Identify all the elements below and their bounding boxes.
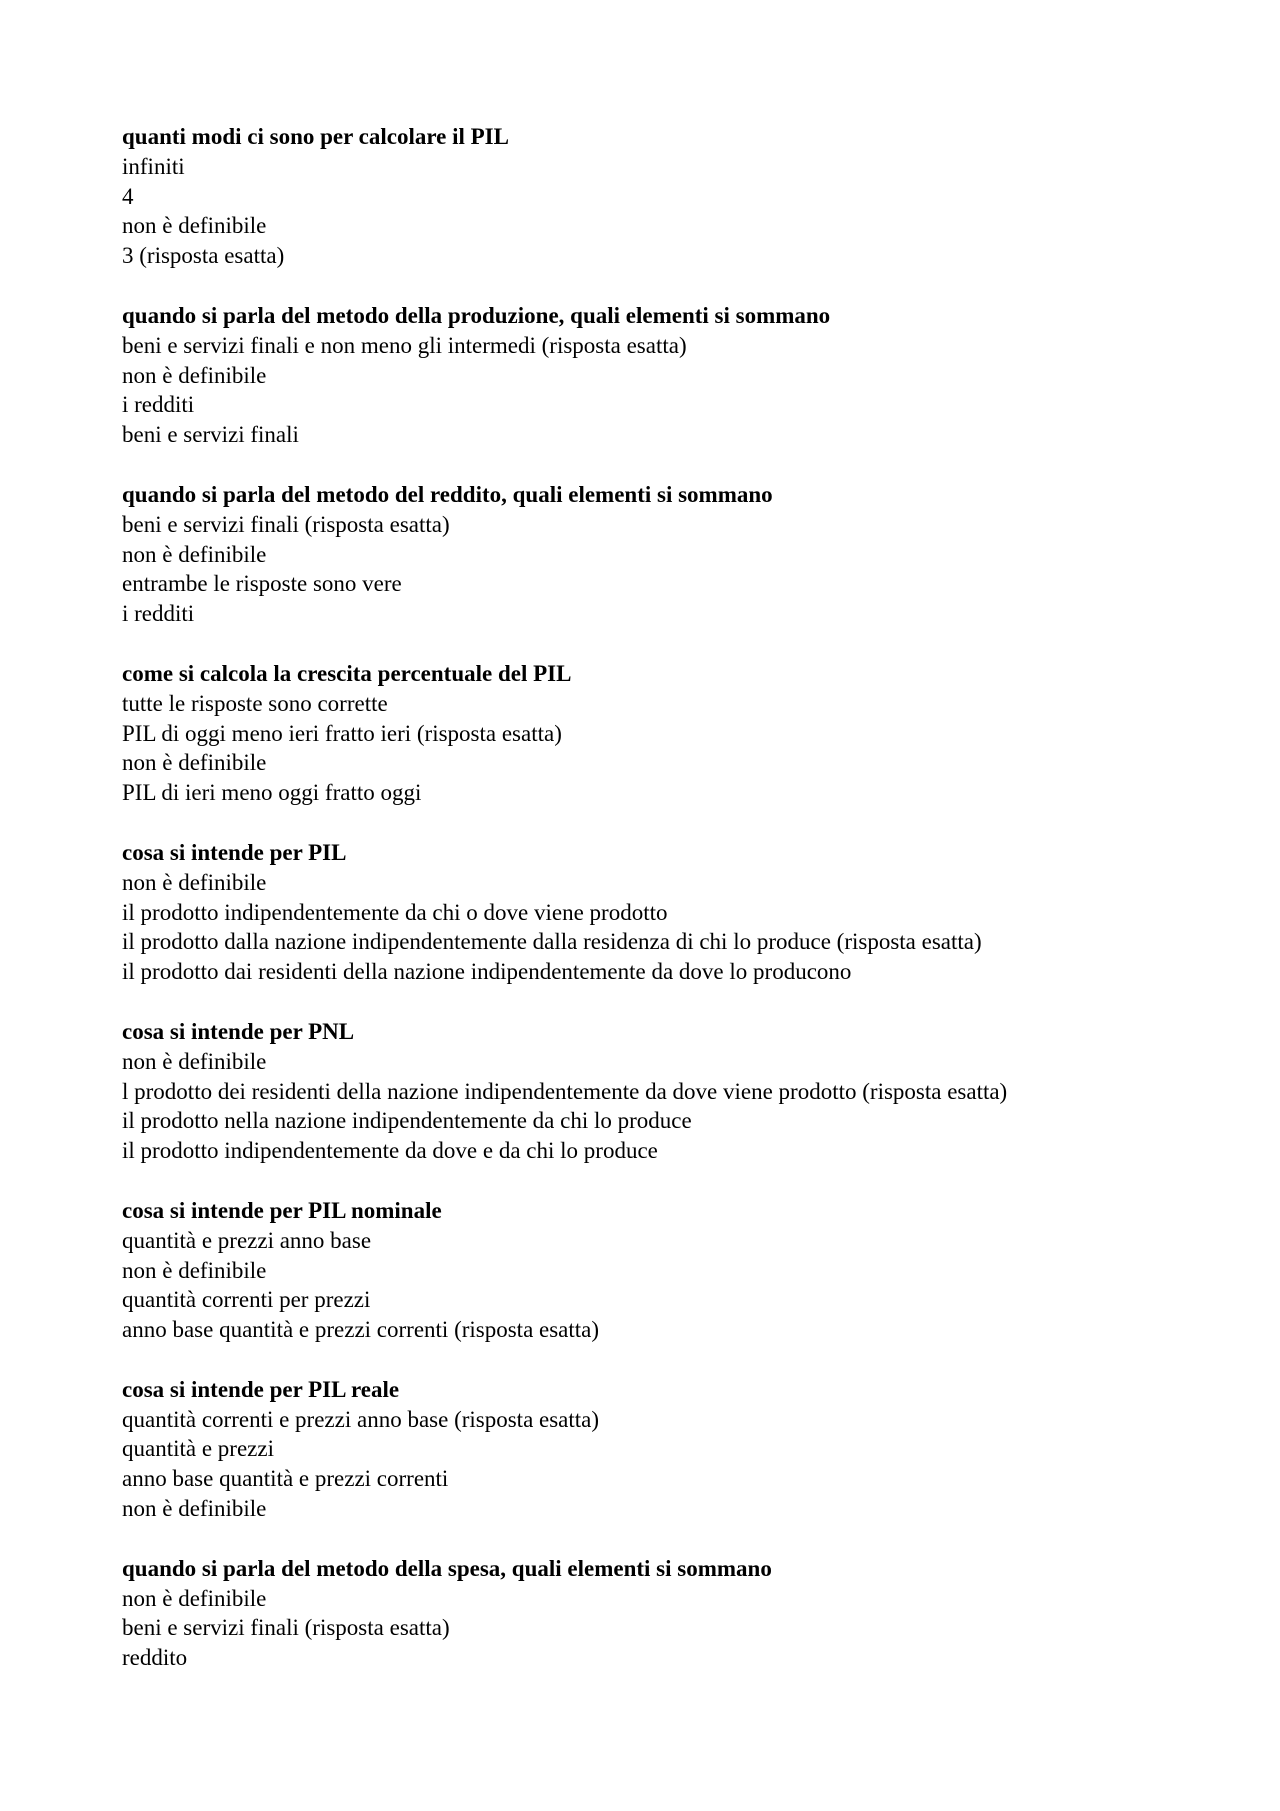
answer-option: 3 (risposta esatta) [122,243,285,269]
question-block [122,1375,1222,1524]
answer-option: beni e servizi finali [122,422,299,448]
answer-option: non è definibile [122,541,267,567]
question-title: quando si parla del metodo del reddito, quali elementi si sommano [122,481,773,507]
answer-option: quantità e prezzi [122,1436,274,1462]
question-block [122,1196,1222,1345]
answer-option: i redditi [122,601,195,627]
answer-option: infiniti [122,153,185,179]
answer-option: beni e servizi finali (risposta esatta) [122,511,450,537]
answer-option: l prodotto dei residenti della nazione indipendentemente da dove viene prodotto (risposta esatta) [122,1078,1008,1104]
answer-option: quantità e prezzi anno base [122,1227,372,1253]
answer-option: PIL di oggi meno ieri fratto ieri (risposta esatta) [122,720,562,746]
question-block [122,659,1222,808]
answer-option: il prodotto dalla nazione indipendentemente dalla residenza di chi lo produce (risposta esatta) [122,929,982,955]
question-title: quando si parla del metodo della produzione, quali elementi si sommano [122,302,831,328]
answer-option: anno base quantità e prezzi correnti [122,1466,449,1492]
question-block [122,122,1222,271]
question-title: cosa si intende per PIL nominale [122,1197,442,1223]
answer-option: quantità correnti e prezzi anno base (risposta esatta) [122,1406,600,1432]
answer-option: anno base quantità e prezzi correnti (risposta esatta) [122,1317,600,1343]
answer-option: beni e servizi finali e non meno gli intermedi (risposta esatta) [122,332,687,358]
question-title: cosa si intende per PIL reale [122,1376,400,1402]
question-title: cosa si intende per PNL [122,1018,355,1044]
question-title: come si calcola la crescita percentuale del PIL [122,660,572,686]
answer-option: il prodotto indipendentemente da chi o dove viene prodotto [122,899,668,925]
answer-option: non è definibile [122,750,267,776]
answer-option: il prodotto nella nazione indipendentemente da chi lo produce [122,1108,692,1134]
answer-option: tutte le risposte sono corrette [122,690,388,716]
answer-option: non è definibile [122,1257,267,1283]
answer-option: PIL di ieri meno oggi fratto oggi [122,780,422,806]
answer-option: non è definibile [122,362,267,388]
question-title: quanti modi ci sono per calcolare il PIL [122,124,509,149]
question-block [122,1017,1222,1166]
question-block [122,301,1222,450]
answer-option: entrambe le risposte sono vere [122,571,402,597]
answer-option: non è definibile [122,213,267,239]
question-title: quando si parla del metodo della spesa, quali elementi si sommano [122,1555,772,1581]
answer-option: reddito [122,1645,188,1671]
answer-option: il prodotto indipendentemente da dove e da chi lo produce [122,1138,658,1164]
answer-option: non è definibile [122,1585,267,1611]
question-block [122,838,1222,987]
question-title: cosa si intende per PIL [122,839,347,865]
answer-option: i redditi [122,392,195,418]
document-page [122,122,1222,1703]
answer-option: beni e servizi finali (risposta esatta) [122,1615,450,1641]
answer-option: 4 [122,183,134,209]
answer-option: quantità correnti per prezzi [122,1287,371,1313]
question-block [122,480,1222,629]
answer-option: non è definibile [122,1048,267,1074]
answer-option: il prodotto dai residenti della nazione indipendentemente da dove lo producono [122,959,852,985]
answer-option: non è definibile [122,1496,267,1522]
question-block [122,1554,1222,1673]
answer-option: non è definibile [122,869,267,895]
